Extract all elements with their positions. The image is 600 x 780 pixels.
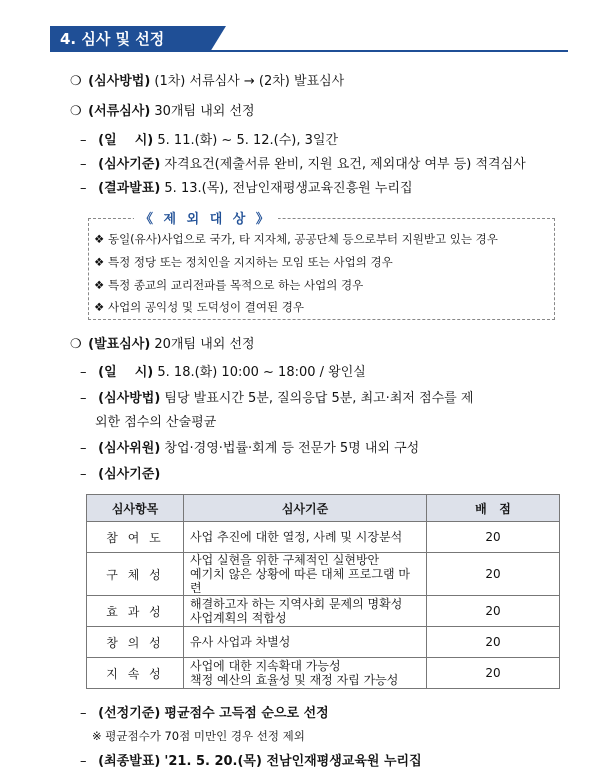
final-line [80, 750, 422, 769]
table-header: 배 점 [427, 495, 560, 522]
dash-bullet-icon: – [80, 181, 87, 196]
criteria-line: 유사 사업과 차별성 [190, 635, 291, 649]
section-divider [50, 50, 568, 52]
circle-bullet-icon: ❍ [70, 74, 82, 89]
method-line [70, 70, 344, 89]
selection-line [80, 702, 329, 721]
table-cell-item: 지 속 성 [87, 658, 184, 689]
final-text: '21. 5. 20.(목) 전남인재평생교육원 누리집 [164, 754, 422, 769]
pres-review-text: 20개팀 내외 선정 [154, 337, 255, 352]
table-cell-criteria [184, 627, 427, 658]
pres-method-text1: 팀당 발표시간 5분, 질의응답 5분, 최고·최저 점수를 제 [164, 391, 474, 406]
criteria-line: 사업에 대한 지속확대 가능성 [190, 659, 341, 673]
dash-bullet-icon: – [80, 391, 87, 406]
exclusion-text: 특정 종교의 교리전파를 목적으로 하는 사업의 경우 [107, 278, 364, 292]
pres-date-line [80, 361, 366, 380]
doc-result-text: 5. 13.(목), 전남인재평생교육진흥원 누리집 [164, 181, 413, 196]
pres-judges-line [80, 437, 419, 456]
pres-criteria-label: (심사기준) [98, 467, 161, 482]
exclusion-item: ❖ 특정 정당 또는 정치인을 지지하는 모임 또는 사업의 경우 [94, 255, 393, 269]
criteria-line: 책정 예산의 효율성 및 재정 자립 가능성 [190, 673, 399, 687]
dash-bullet-icon: – [80, 441, 87, 456]
pres-criteria-line [80, 463, 160, 482]
table-cell-criteria [184, 522, 427, 553]
pres-review-label: (발표심사) [88, 337, 151, 352]
doc-criteria-text: 자격요건(제출서류 완비, 지원 요건, 제외대상 여부 등) 적격심사 [164, 157, 526, 172]
dash-bullet-icon: – [80, 365, 87, 380]
table-cell-criteria [184, 658, 427, 689]
dash-bullet-icon: – [80, 157, 87, 172]
circle-bullet-icon: ❍ [70, 337, 82, 352]
table-cell-score: 20 [427, 627, 560, 658]
dash-bullet-icon: – [80, 133, 87, 148]
dash-bullet-icon: – [80, 706, 87, 721]
pres-judges-text: 창업·경영·법률·회계 등 전문가 5명 내외 구성 [164, 441, 420, 456]
pres-review-line [70, 333, 255, 352]
selection-note: ※ 평균점수가 70점 미만인 경우 선정 제외 [92, 729, 305, 743]
table-header: 심사기준 [184, 495, 427, 522]
table-cell-score: 20 [427, 522, 560, 553]
circle-bullet-icon: ❍ [70, 104, 82, 119]
exclusion-text: 동일(유사)사업으로 국가, 타 지자체, 공공단체 등으로부터 지원받고 있는 경우 [107, 232, 498, 246]
pres-method-text2: 외한 점수의 산술평균 [95, 415, 217, 430]
table-row [87, 522, 560, 553]
dash-bullet-icon: – [80, 467, 87, 482]
criteria-line: 해결하고자 하는 지역사회 문제의 명확성 [190, 597, 403, 611]
table-cell-score: 20 [427, 596, 560, 627]
criteria-line: 사업 추진에 대한 열정, 사례 및 시장분석 [190, 530, 403, 544]
exclusion-text: 사업의 공익성 및 도덕성이 결여된 경우 [107, 300, 304, 314]
table-row [87, 658, 560, 689]
exclusion-item: ❖ 사업의 공익성 및 도덕성이 결여된 경우 [94, 300, 304, 314]
table-cell-criteria [184, 553, 427, 596]
pres-date-text: 5. 18.(화) 10:00 ~ 18:00 / 왕인실 [157, 365, 366, 380]
table-cell-score: 20 [427, 658, 560, 689]
final-label: (최종발표) [98, 754, 161, 769]
pres-date-label: (일 시) [98, 365, 154, 380]
pres-method-line [80, 387, 473, 406]
table-row [87, 627, 560, 658]
criteria-line: 사업계획의 적합성 [190, 611, 287, 625]
exclusions-title: 《 제 외 대 상 》 [134, 208, 278, 227]
doc-date-text: 5. 11.(화) ~ 5. 12.(수), 3일간 [157, 133, 339, 148]
doc-date-line [80, 129, 338, 148]
criteria-table [86, 494, 560, 689]
exclusion-item: ❖ 동일(유사)사업으로 국가, 타 지자체, 공공단체 등으로부터 지원받고 있는 경우 [94, 232, 498, 246]
table-header-row [87, 495, 560, 522]
doc-result-line [80, 177, 413, 196]
pres-method-label: (심사방법) [98, 391, 161, 406]
method-label: (심사방법) [88, 74, 151, 89]
doc-date-label: (일 시) [98, 133, 154, 148]
doc-criteria-label: (심사기준) [98, 157, 161, 172]
table-cell-item: 참 여 도 [87, 522, 184, 553]
criteria-line: 예기치 않은 상황에 따른 대체 프로그램 마련 [190, 567, 410, 595]
method-text: (1차) 서류심사 → (2차) 발표심사 [154, 74, 345, 89]
section-title: 4. 심사 및 선정 [50, 26, 210, 52]
table-cell-item: 창 의 성 [87, 627, 184, 658]
table-cell-item: 구 체 성 [87, 553, 184, 596]
table-cell-score: 20 [427, 553, 560, 596]
table-cell-item: 효 과 성 [87, 596, 184, 627]
exclusion-item: ❖ 특정 종교의 교리전파를 목적으로 하는 사업의 경우 [94, 278, 364, 292]
table-cell-criteria [184, 596, 427, 627]
table-row [87, 596, 560, 627]
table-header: 심사항목 [87, 495, 184, 522]
selection-text: 평균점수 고득점 순으로 선정 [164, 706, 329, 721]
selection-label: (선정기준) [98, 706, 161, 721]
exclusion-text: 특정 정당 또는 정치인을 지지하는 모임 또는 사업의 경우 [107, 255, 393, 269]
table-row [87, 553, 560, 596]
doc-review-text: 30개팀 내외 선정 [154, 104, 255, 119]
doc-result-label: (결과발표) [98, 181, 161, 196]
dash-bullet-icon: – [80, 754, 87, 769]
criteria-line: 사업 실현을 위한 구체적인 실현방안 [190, 553, 380, 567]
pres-judges-label: (심사위원) [98, 441, 161, 456]
doc-criteria-line [80, 153, 526, 172]
doc-review-label: (서류심사) [88, 104, 151, 119]
doc-review-line [70, 100, 255, 119]
